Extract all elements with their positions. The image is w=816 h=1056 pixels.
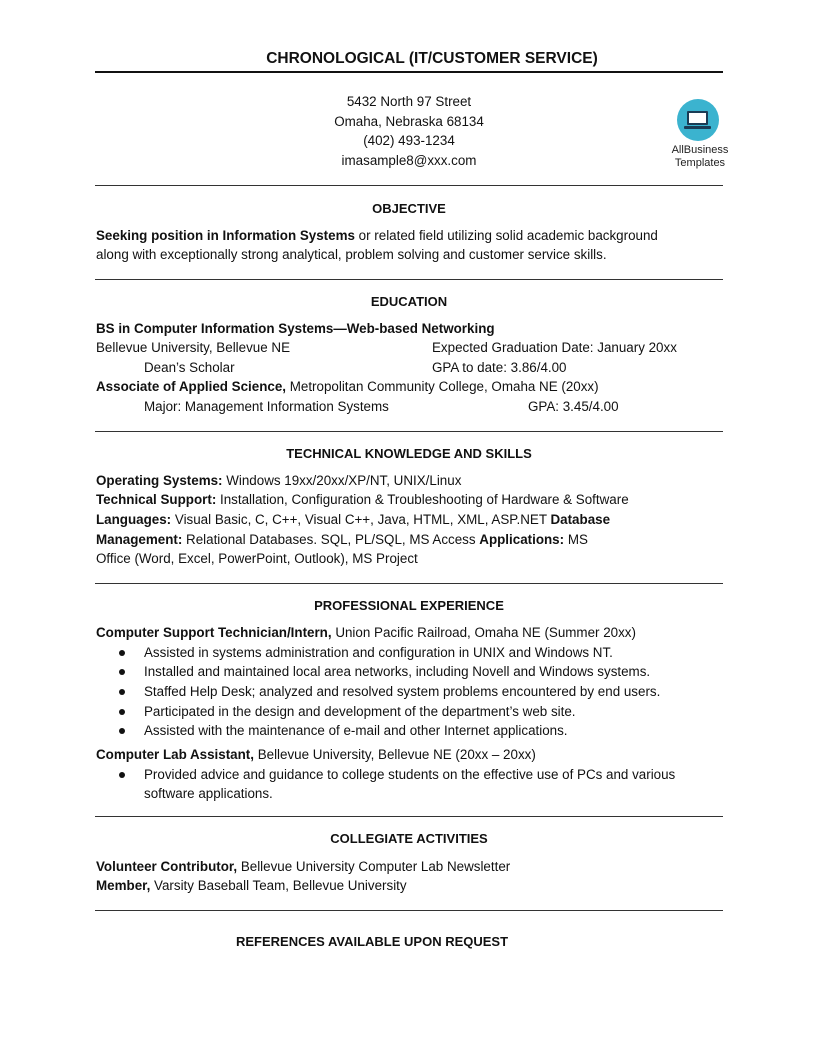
divider bbox=[95, 910, 723, 911]
job1-title: Computer Support Technician/Intern, bbox=[96, 625, 332, 640]
references-note: REFERENCES AVAILABLE UPON REQUEST bbox=[235, 934, 509, 949]
bullet-icon bbox=[119, 669, 125, 675]
management-label: Management: bbox=[96, 532, 183, 547]
degree1: BS in Computer Information Systems—Web-based Networking bbox=[96, 321, 495, 336]
activity1-value: Bellevue University Computer Lab Newsletter bbox=[237, 859, 511, 874]
honor: Dean’s Scholar bbox=[144, 360, 235, 375]
database-label: Database bbox=[550, 512, 611, 527]
list-item: Participated in the design and development of the department’s web site. bbox=[144, 704, 576, 719]
objective-bold: Seeking position in Information Systems bbox=[96, 228, 355, 243]
bullet-icon bbox=[119, 650, 125, 656]
activity-1 bbox=[96, 859, 510, 874]
activity2-value: Varsity Baseball Team, Bellevue University bbox=[150, 878, 407, 893]
school1: Bellevue University, Bellevue NE bbox=[96, 340, 291, 355]
title-rule bbox=[95, 71, 723, 73]
divider bbox=[95, 279, 723, 280]
job2-title: Computer Lab Assistant, bbox=[96, 747, 254, 762]
bullet-icon bbox=[119, 772, 125, 778]
logo-line1: AllBusiness bbox=[671, 144, 729, 156]
divider bbox=[95, 816, 723, 817]
support-label: Technical Support: bbox=[96, 492, 217, 507]
job1-rest: Union Pacific Railroad, Omaha NE (Summer 20xx) bbox=[331, 625, 636, 640]
skills-applications: Office (Word, Excel, PowerPoint, Outlook), MS Project bbox=[96, 551, 418, 566]
objective-line1 bbox=[96, 228, 658, 243]
laptop-icon bbox=[687, 111, 708, 125]
education-heading: EDUCATION bbox=[370, 294, 448, 309]
os-label: Operating Systems: bbox=[96, 473, 223, 488]
list-item: Assisted with the maintenance of e-mail and other Internet applications. bbox=[144, 723, 568, 738]
bullet-icon bbox=[119, 689, 125, 695]
grad-date: Expected Graduation Date: January 20xx bbox=[432, 340, 677, 355]
contact-phone: (402) 493-1234 bbox=[363, 133, 455, 148]
divider bbox=[95, 583, 723, 584]
skills-database bbox=[96, 532, 588, 547]
list-item: Staffed Help Desk; analyzed and resolved system problems encountered by end users. bbox=[144, 684, 661, 699]
objective-text1: or related field utilizing solid academic background bbox=[354, 228, 658, 243]
languages-value: Visual Basic, C, C++, Visual C++, Java, HTML, XML, ASP.NET bbox=[171, 512, 551, 527]
gpa1: GPA to date: 3.86/4.00 bbox=[432, 360, 567, 375]
degree2-rest: Metropolitan Community College, Omaha NE (20xx) bbox=[286, 379, 599, 394]
gpa2: GPA: 3.45/4.00 bbox=[528, 399, 619, 414]
list-item: Assisted in systems administration and configuration in UNIX and Windows NT. bbox=[144, 645, 613, 660]
job1-header bbox=[96, 625, 636, 640]
list-item: Provided advice and guidance to college students on the effective use of PCs and various bbox=[144, 767, 676, 782]
objective-line2: along with exceptionally strong analytical, problem solving and customer service skills. bbox=[96, 247, 607, 262]
objective-heading: OBJECTIVE bbox=[372, 201, 446, 216]
resume-title: CHRONOLOGICAL (IT/CUSTOMER SERVICE) bbox=[266, 50, 598, 67]
activity-2 bbox=[96, 878, 407, 893]
degree2-bold: Associate of Applied Science, bbox=[96, 379, 287, 394]
os-value: Windows 19xx/20xx/XP/NT, UNIX/Linux bbox=[222, 473, 462, 488]
skills-os bbox=[96, 473, 461, 488]
contact-street: 5432 North 97 Street bbox=[346, 94, 472, 109]
languages-label: Languages: bbox=[96, 512, 172, 527]
activity1-label: Volunteer Contributor, bbox=[96, 859, 238, 874]
laptop-base-icon bbox=[684, 126, 711, 129]
activity2-label: Member, bbox=[96, 878, 151, 893]
list-item: Installed and maintained local area networks, including Novell and Windows systems. bbox=[144, 664, 651, 679]
activities-heading: COLLEGIATE ACTIVITIES bbox=[330, 831, 488, 846]
degree2 bbox=[96, 379, 599, 394]
experience-heading: PROFESSIONAL EXPERIENCE bbox=[314, 598, 504, 613]
database-value: Relational Databases. SQL, PL/SQL, MS Access bbox=[182, 532, 480, 547]
contact-email: imasample8@xxx.com bbox=[341, 153, 477, 168]
logo-line2: Templates bbox=[674, 157, 726, 169]
applications-value1: MS bbox=[564, 532, 588, 547]
list-item-continued: software applications. bbox=[144, 786, 273, 801]
divider bbox=[95, 431, 723, 432]
divider bbox=[95, 185, 723, 186]
bullet-icon bbox=[119, 709, 125, 715]
logo-text bbox=[660, 144, 740, 170]
skills-heading: TECHNICAL KNOWLEDGE AND SKILLS bbox=[286, 446, 532, 461]
contact-city: Omaha, Nebraska 68134 bbox=[334, 114, 484, 129]
skills-support bbox=[96, 492, 629, 507]
major: Major: Management Information Systems bbox=[144, 399, 389, 414]
job2-header bbox=[96, 747, 536, 762]
support-value: Installation, Configuration & Troubleshooting of Hardware & Software bbox=[216, 492, 629, 507]
bullet-icon bbox=[119, 728, 125, 734]
applications-label: Applications: bbox=[479, 532, 565, 547]
job2-rest: Bellevue University, Bellevue NE (20xx – 20xx) bbox=[253, 747, 536, 762]
skills-languages bbox=[96, 512, 610, 527]
